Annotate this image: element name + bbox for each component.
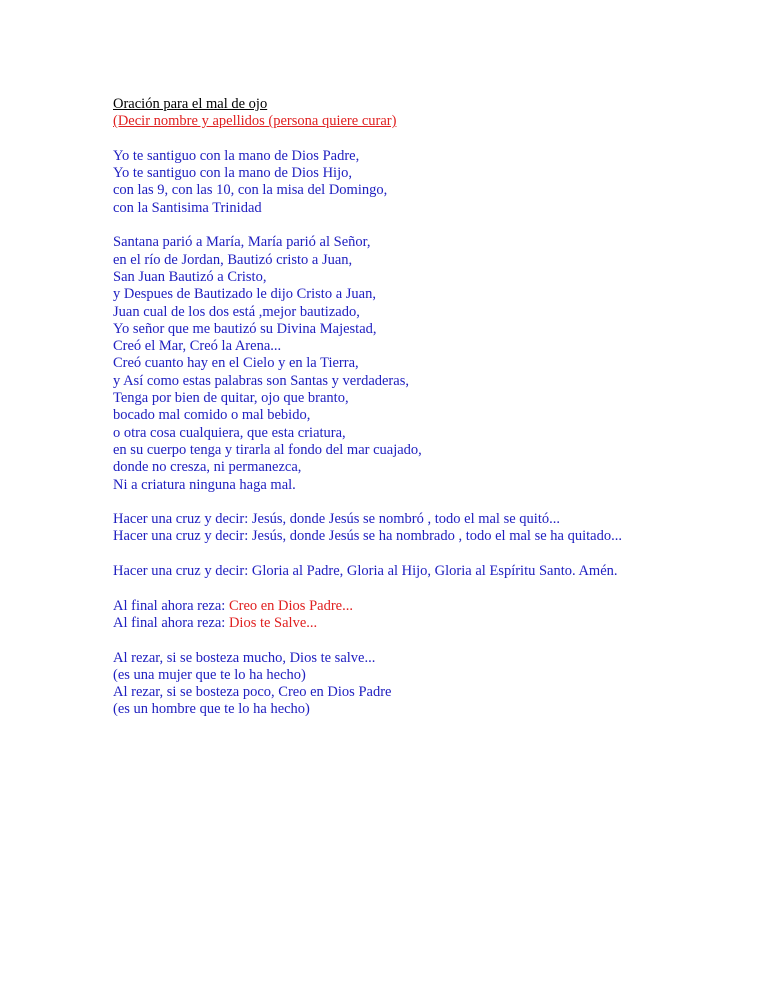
text-line: Al rezar, si se bosteza poco, Creo en Dios Padre bbox=[113, 684, 392, 701]
text-line: con las 9, con las 10, con la misa del Domingo, bbox=[113, 182, 388, 199]
spacer bbox=[113, 580, 753, 597]
text-line: y Así como estas palabras son Santas y verdaderas, bbox=[113, 372, 409, 389]
text-line: en el río de Jordan, Bautizó cristo a Juan, bbox=[113, 251, 353, 268]
stanza-bostezo bbox=[113, 650, 753, 719]
document-title: Oración para el mal de ojo bbox=[113, 96, 268, 112]
text-line: Yo te santiguo con la mano de Dios Hijo, bbox=[113, 165, 352, 182]
text-line: y Despues de Bautizado le dijo Cristo a Juan, bbox=[113, 286, 376, 303]
stanza-santiguo bbox=[113, 148, 753, 217]
text-line: Tenga por bien de quitar, ojo que branto, bbox=[113, 390, 349, 407]
text-line: Ni a criatura ninguna haga mal. bbox=[113, 476, 296, 493]
text-line: Hacer una cruz y decir: Jesús, donde Jesús se nombró , todo el mal se quitó... bbox=[113, 511, 560, 528]
spacer bbox=[113, 131, 753, 148]
text-line: con la Santisima Trinidad bbox=[113, 199, 262, 216]
text-line: donde no cresza, ni permanezca, bbox=[113, 459, 302, 476]
text-line: o otra cosa cualquiera, que esta criatura, bbox=[113, 424, 346, 441]
text-line: Creó el Mar, Creó la Arena... bbox=[113, 338, 282, 355]
document-subtitle: (Decir nombre y apellidos (persona quiere curar) bbox=[113, 113, 397, 130]
text-line: Yo te santiguo con la mano de Dios Padre, bbox=[113, 147, 360, 164]
stanza-cruz-jesus bbox=[113, 511, 753, 546]
text-line: Hacer una cruz y decir: Jesús, donde Jesús se ha nombrado , todo el mal se ha quitado... bbox=[113, 528, 622, 545]
text-line: Al rezar, si se bosteza mucho, Dios te salve... bbox=[113, 649, 376, 666]
prayer-name: Dios te Salve... bbox=[228, 614, 318, 631]
text-line: bocado mal comido o mal bebido, bbox=[113, 407, 311, 424]
text-line: Yo señor que me bautizó su Divina Majestad, bbox=[113, 320, 377, 337]
text-line: (es una mujer que te lo ha hecho) bbox=[113, 666, 306, 683]
text-line: (es un hombre que te lo ha hecho) bbox=[113, 701, 310, 718]
instruction-text: Al final ahora reza: bbox=[113, 597, 229, 614]
spacer bbox=[113, 546, 753, 563]
text-line bbox=[113, 615, 753, 632]
instruction-text: Al final ahora reza: bbox=[113, 614, 229, 631]
stanza-santana bbox=[113, 234, 753, 493]
text-line: en su cuerpo tenga y tirarla al fondo del mar cuajado, bbox=[113, 441, 422, 458]
spacer bbox=[113, 632, 753, 649]
text-line: San Juan Bautizó a Cristo, bbox=[113, 268, 267, 285]
text-line: Juan cual de los dos está ,mejor bautizado, bbox=[113, 303, 360, 320]
stanza-cruz-gloria bbox=[113, 563, 753, 580]
spacer bbox=[113, 494, 753, 511]
text-line: Creó cuanto hay en el Cielo y en la Tierra, bbox=[113, 355, 359, 372]
prayer-name: Creo en Dios Padre... bbox=[228, 597, 353, 614]
text-line bbox=[113, 598, 753, 615]
prayer-document bbox=[113, 96, 753, 719]
text-line: Hacer una cruz y decir: Gloria al Padre, Gloria al Hijo, Gloria al Espíritu Santo. Amén. bbox=[113, 563, 618, 580]
spacer bbox=[113, 217, 753, 234]
text-line: Santana parió a María, María parió al Señor, bbox=[113, 234, 371, 251]
stanza-final-reza bbox=[113, 598, 753, 633]
